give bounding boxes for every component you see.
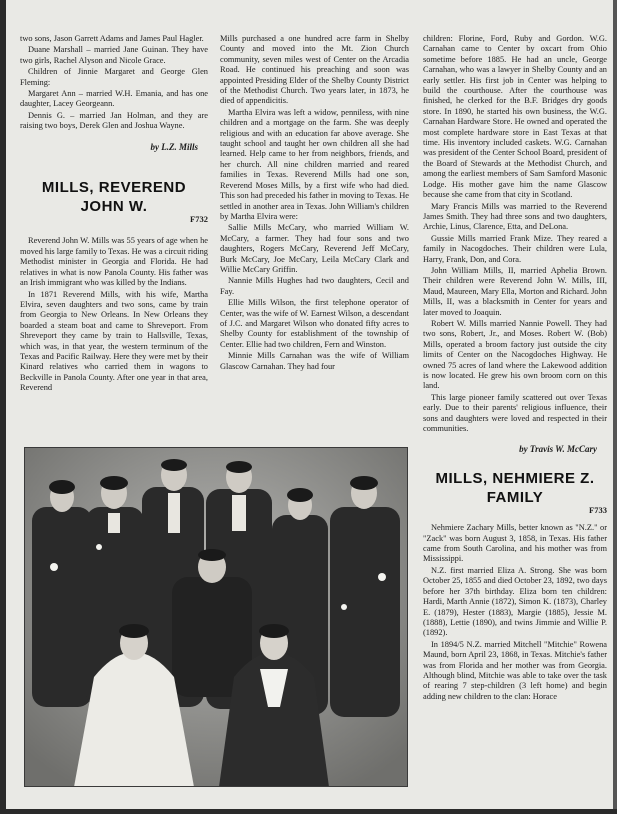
paragraph: Sallie Mills McCary, who married William W. McCary, a farmer. They had four sons and two daughters, Rogers McCary, Reverend Jeff McCary, Burk McCary, Joe McCary, Leila McCary Clark and Willie McCary Griffin. <box>220 223 409 274</box>
paragraph: In 1894/5 N.Z. married Mitchell "Mitchie" Rowena Maund, born April 23, 1868, in Texas. Mitchie's father was from Florida and her mother was from Georgia. Although blind, Mitchie was able to take over the task of rearing 7 step-children (3 left home) and begin adding new children to the clan: Horace <box>423 639 607 701</box>
paragraph: N.Z. first married Eliza A. Strong. She was born October 25, 1855 and died October 23, 1892, two days before her 37th birthday. Eliza born ten children: Hardi, Marth Annie (1872), Simon K. (1873), Charley E. (1879), Hester (1883), Margie (1885), Jessie M. (1888), Lettie (1890), and twins Jimmie and Willie P. (1892). <box>423 565 607 638</box>
file-number: F732 <box>190 214 208 225</box>
article-heading-line2: FAMILY <box>486 488 544 506</box>
column-right <box>423 34 607 703</box>
paragraph: Dennis G. – married Jan Holman, and they are raising two boys, Derek Glen and Joshua Wayne. <box>20 110 208 131</box>
byline: by Travis W. McCary <box>519 444 597 455</box>
article-heading-line2: JOHN W. <box>80 198 148 216</box>
paragraph: Margaret Ann – married W.H. Emania, and has one daughter, Lacey Georgeann. <box>20 89 208 109</box>
paragraph: two sons, Jason Garrett Adams and James Paul Hagler. <box>20 34 204 43</box>
paragraph: Robert W. Mills married Nannie Powell. They had two sons, Robert, Jr., and Moses. Robert W. (Bob) Mills, operated a broom factory just outside the city limits of Center on the Nacogdoches Highway. He owned 75 acres of land where the Lakewood addition is now located. He grew his own broom corn on this land. <box>423 318 607 391</box>
paragraph: Nehmiere Zachary Mills, better known as "N.Z." or "Zack" was born August 3, 1858, in Texas. His father came from South Carolina, and his mother was from Mississippi. <box>423 523 607 564</box>
paragraph: In 1871 Reverend Mills, with his wife, Martha Elvira, seven daughters and two sons, came by train from Georgia to New Orleans. In New Orleans they boarded a steam boat and came to Shreveport. From Shreveport they came by train to Hallsville, Texas, which was, in that year, the western terminum of the Texas and Pacific Railway. Here they were met by their Kinard relatives who carried them in wagons to Beckville in Panola County. After one year in that area, Reverend <box>20 289 208 393</box>
column-middle <box>220 34 409 373</box>
paragraph: Reverend John W. Mills was 55 years of age when he moved his large family to Texas. He was a circuit riding Methodist minister in Georgia and Florida. He had relatives in what is now Panola County. His father was an Irish immigrant who was killed by the Indians. <box>20 236 208 288</box>
page-edge-right <box>613 0 617 814</box>
file-number: F733 <box>589 504 607 515</box>
paragraph: children: Florine, Ford, Ruby and Gordon. W.G. Carnahan came to Center by oxcart from Ohio sometime before 1885. He had an uncle, George Carnahan, who was a lawyer in Shelby County and an early settler. His first job in Center was helping to build the courthouse. After the courthouse was finished, he clerked for the B.F. Bridges dry goods store. In 1890, he started his own business, the W.G. Carnahan Hardware Store. He owned and operated the most complete hardware store in East Texas at that time. His inventory included caskets. W.G. Carnahan was president of the Center School Board, president of the Board of Stewards at the Methodist Church, and among the earliest members of Sam Samford Masonic Lodge. His mother gave him the name Glascow because she came from that city in Scotland. <box>423 34 607 200</box>
family-group-photo <box>24 447 408 787</box>
page-edge-left <box>0 0 6 814</box>
paragraph: Mary Francis Mills was married to the Reverend James Smith. They had three sons and two daughters, Archie, Linus, Clarence, Etta, and DeLona. <box>423 201 607 232</box>
paragraph: Ellie Mills Wilson, the first telephone operator of Center, was the wife of W. Earnest Wilson, a descendant of J.C. and Margaret Wilson who donated fifty acres to Shelby County for establishment of the township of Center. Ellie had two children, Fern and Winston. <box>220 298 409 349</box>
article-heading-line1: MILLS, REVEREND <box>41 179 187 197</box>
paragraph: This large pioneer family scattered out over Texas early. Due to their parents' religious influence, their sons and daughters were loved and respected in their communities. <box>423 392 607 434</box>
paragraph: Duane Marshall – married Jane Guinan. They have two girls, Rachel Alyson and Nicole Grace. <box>20 45 208 65</box>
paragraph: Martha Elvira was left a widow, penniless, with nine children and a mortgage on the farm. She was deeply religious and with an education far above average. She taught school and taught her own children all she had learned. Help came to her from neighbors, friends, and her church. All nine children married and reared families in Texas. Reverend Mills had one son, Reverend Moses Mills, by a first wife who had died. This son had preceded his father in moving to Texas. He settled in another area in Texas. John William's children by Martha Elvira were: <box>220 107 409 221</box>
paragraph: Minnie Mills Carnahan was the wife of William Glascow Carnahan. They had four <box>220 351 409 371</box>
article-heading-line1: MILLS, NEHMIERE Z. <box>435 469 595 487</box>
paragraph: Nannie Mills Hughes had two daughters, Cecil and Fay. <box>220 276 409 296</box>
paragraph: John William Mills, II, married Aphelia Brown. Their children were Reverend John W. Mills, III, Maud, Maureen, Mary Ella, Morton and Richard. John Mills, II, was a blacksmith in Center for years and later moved to Joaquin. <box>423 265 607 317</box>
column-left <box>20 34 208 395</box>
paragraph: Children of Jinnie Margaret and George Glen Fleming: <box>20 67 208 87</box>
byline: by L.Z. Mills <box>150 141 198 152</box>
page-edge-bottom <box>0 809 617 814</box>
paragraph: Gussie Mills married Frank Mize. They reared a family in Nacogdoches. Their children were Lula, Harry, Frank, Don, and Cora. <box>423 233 607 264</box>
paragraph: Mills purchased a one hundred acre farm in Shelby County and moved into the Mt. Zion Church community, seven miles west of Center on the Arcadia Road. He continued his preaching and soon was appointed Presiding Elder of the Shelby County District of the Methodist Church. Two years later, in 1873, he died of appendicitis. <box>220 34 409 106</box>
